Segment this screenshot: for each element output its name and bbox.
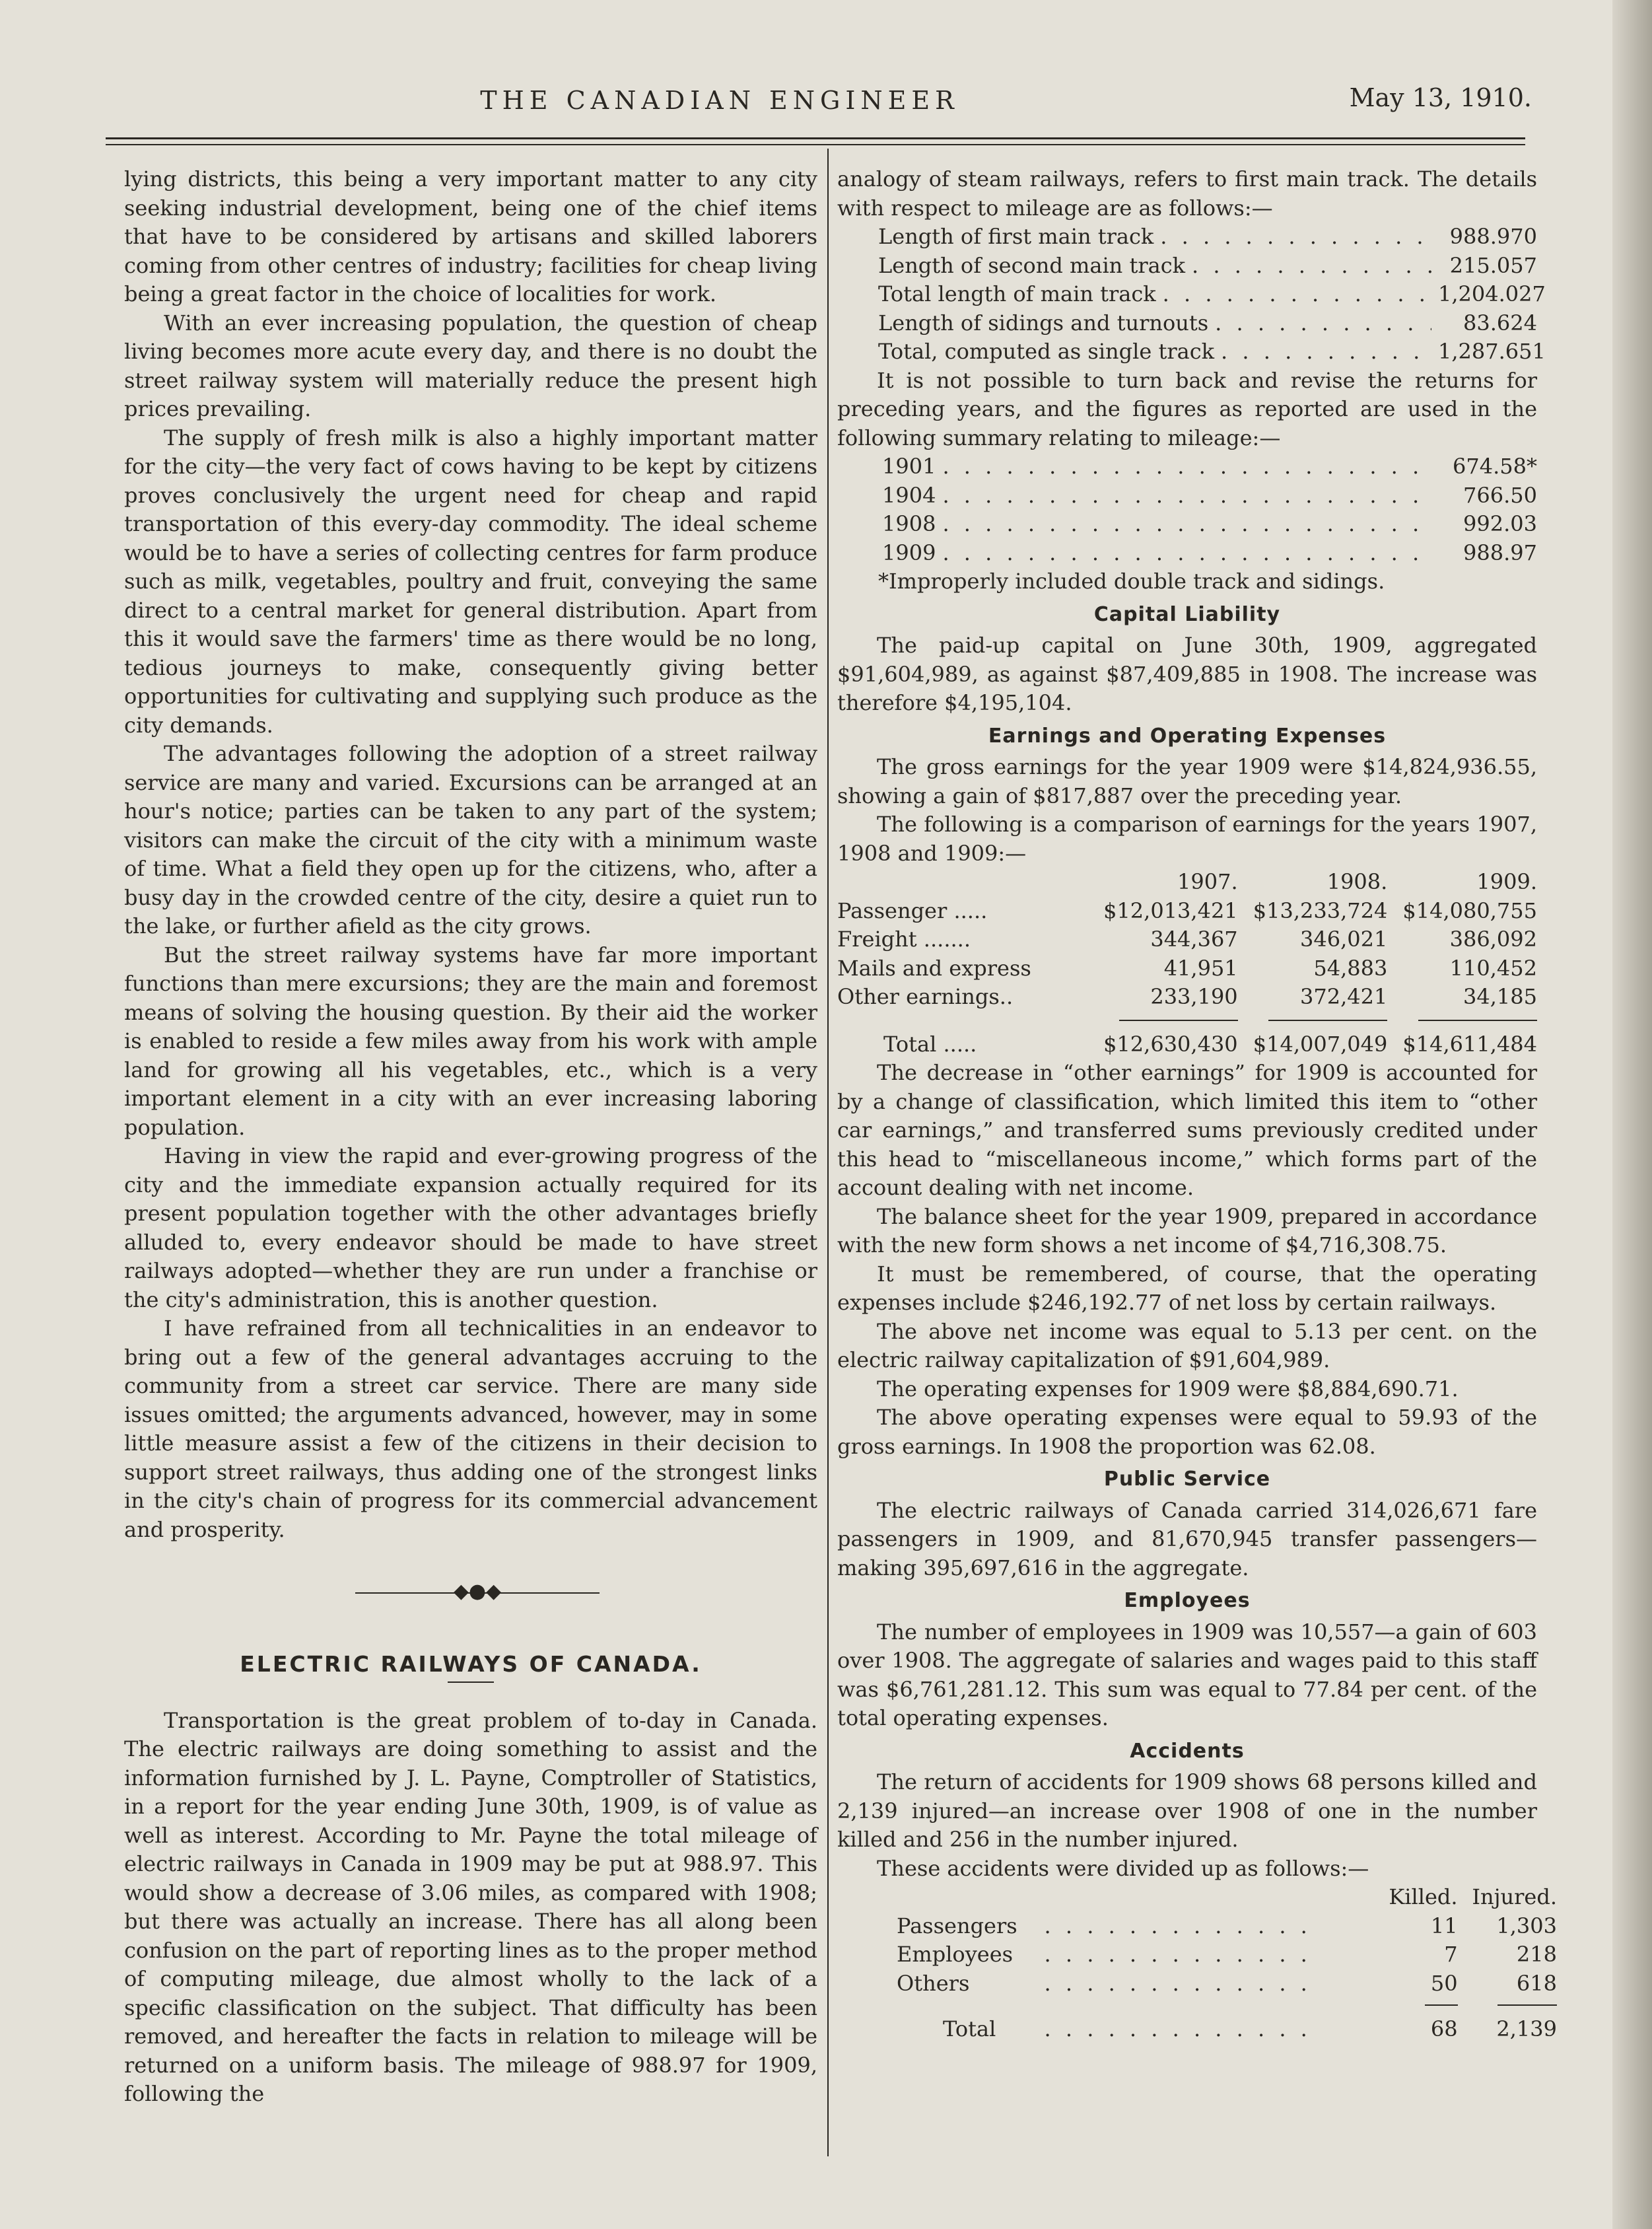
table-row: Passengers . . . 11 1,303 [897,1912,1557,1941]
year-row: 1909 . . . 988.97 [882,539,1537,568]
section-heading-employees: Employees [1124,1589,1251,1612]
mileage-by-year-list [837,452,1537,567]
page-edge-shadow [1612,0,1652,2229]
paragraph: The above operating expenses were equal to 59.93 of the gross earnings. In 1908 the proportion was 62.08. [837,1405,1537,1459]
table-row: Employees . . . 7 218 [897,1940,1557,1969]
ornament-glyph: ◆●◆ [453,1580,502,1603]
earnings-table [837,868,1537,1059]
column-header: Killed. [1389,1884,1458,1909]
year-row: 1901 . . . 674.58* [882,452,1537,481]
table-header-row [897,1883,1557,1912]
paragraph: But the street railway systems have far more important functions than mere excursions; they are the main and foremost means of solving the housing question. By their aid the worker is enabled to reside a few miles away from his work with ample land for growing all his vegetables, etc., which is a very important element in a city with an ever increasing laboring population. [124,942,817,1140]
paragraph: It must be remembered, of course, that the operating expenses include $246,192.77 of net loss by certain railways. [837,1261,1537,1315]
section-heading-accidents: Accidents [1130,1739,1245,1763]
table-total-row: Total ..... $12,630,430 $14,007,049 $14,611,484 [883,1031,1537,1057]
paragraph: The following is a comparison of earnings for the years 1907, 1908 and 1909:— [837,812,1537,866]
paragraph: The decrease in “other earnings” for 1909 is accounted for by a change of classification, which limited this item to “other car earnings,” and transferred sums previously credited under this head to “miscellaneous income,” which forms part of the account dealing with net income. [837,1060,1537,1200]
header-rule-top [106,137,1525,139]
column-divider [827,149,829,2156]
page-header [106,79,1532,132]
table-rule-row [837,1012,1537,1030]
header-rule-bottom [106,144,1525,145]
section-heading-earnings: Earnings and Operating Expenses [988,724,1387,748]
footnote: *Improperly included double track and sidings. [878,569,1385,594]
table-row: Freight ....... 344,367 346,021 386,092 [837,927,1537,952]
paragraph: The supply of fresh milk is also a highly important matter for the city—the very fact of cows having to be kept by citizens proves conclusively the urgent need for cheap and rapid transportation of this every-day commodity. The ideal scheme would be to have a series of collecting centres for farm produce such as milk, vegetables, poultry and fruit, conveying the same direct to a central market for general distribution. Apart from this it would save the farmers' time as there would be no long, tedious journeys to make, consequently giving better opportunities for cultivating and supplying such produce as the city demands. [124,425,817,738]
paragraph: The electric railways of Canada carried 314,026,671 fare passengers in 1909, and 81,670,945 transfer passengers—making 395,697,616 in the aggregate. [837,1497,1537,1580]
paragraph: lying districts, this being a very important matter to any city seeking industrial development, being one of the chief items that have to be considered by artisans and skilled laborers coming from other centres of industry; facilities for cheap living being a great factor in the choice of localities for work. [124,166,817,306]
paragraph: Having in view the rapid and ever-growing progress of the city and the immediate expansion actually required for its present population together with the other advantages briefly alluded to, every endeavor should be made to have street railways adopted—whether they are run under a franchise or the city's administration, this is another question. [124,1143,817,1312]
paragraph: With an ever increasing population, the question of cheap living becomes more acute every day, and there is no doubt the street railway system will materially reduce the present high prices prevailing. [124,310,817,421]
paragraph: The paid-up capital on June 30th, 1909, aggregated $91,604,989, as against $87,409,885 in 1908. The increase was therefore $4,195,104. [837,633,1537,715]
mileage-row: Length of sidings and turnouts . . . 83.624 [878,309,1537,338]
mileage-row: Total length of main track . . . 1,204.027 [878,280,1537,309]
accidents-table [897,1883,1557,2044]
table-row: Passenger ..... $12,013,421 $13,233,724 $14,080,755 [837,898,1537,923]
column-header: Injured. [1472,1884,1557,1909]
table-row: Other earnings.. 233,190 372,421 34,185 [837,984,1537,1009]
paragraph: These accidents were divided up as follows:— [877,1855,1369,1881]
issue-date: May 13, 1910. [1349,83,1532,112]
paragraph: Transportation is the great problem of to-day in Canada. The electric railways are doing something to assist and the information furnished by J. L. Payne, Comptroller of Statistics, in a report for the year ending June 30th, 1909, is of value as well as interest. According to Mr. Payne the total mileage of electric railways in Canada in 1909 may be put at 988.97. This would show a decrease of 3.06 miles, as compared with 1908; but there was actually an increase. There has all along been confusion on the part of reporting lines as to the proper method of computing mileage, due almost wholly to the lack of a specific classification on the subject. That difficulty has been removed, and hereafter the facts in relation to mileage will be returned on a uniform basis. The mileage of 988.97 for 1909, following the [124,1707,817,2106]
section-heading-capital: Capital Liability [1093,602,1281,626]
column-header: 1909. [1476,869,1537,894]
column-header: 1908. [1326,869,1388,894]
mileage-row: Length of second main track . . . 215.057 [878,252,1537,281]
section-ornament [124,1571,817,1617]
year-row: 1904 . . . 766.50 [882,481,1537,511]
mileage-list [837,223,1546,367]
paragraph: I have refrained from all technicalities in an endeavor to bring out a few of the general advantages accruing to the community from a street car service. There are many side issues omitted; the arguments advanced, however, may in some little measure assist a few of the citizens in their decision to support street railways, thus adding one of the strongest links in the city's chain of progress for its commercial advancement and prosperity. [124,1316,817,1542]
mileage-row: Length of first main track . . . 988.970 [878,223,1537,252]
paragraph: The above net income was equal to 5.13 per cent. on the electric railway capitalization of $91,604,989. [837,1318,1537,1372]
right-column [837,165,1557,2044]
paragraph: The balance sheet for the year 1909, prepared in accordance with the new form shows a net income of $4,716,308.75. [837,1203,1537,1257]
table-row: Mails and express 41,951 54,883 110,452 [837,955,1537,981]
table-header-row [837,868,1537,897]
table-row: Others . . . 50 618 [897,1969,1557,1999]
table-total-row: Total . . . 68 2,139 [897,2015,1557,2044]
year-row: 1908 . . . 992.03 [882,510,1537,539]
article-title: ELECTRIC RAILWAYS OF CANADA. [240,1651,702,1677]
table-rule-row [897,1998,1557,2015]
magazine-title: THE CANADIAN ENGINEER [480,86,959,115]
paragraph: The number of employees in 1909 was 10,557—a gain of 603 over 1908. The aggregate of salaries and wages paid to this staff was $6,761,281.12. This sum was equal to 77.84 per cent. of the total operating expenses. [837,1619,1537,1730]
title-dash [448,1681,494,1683]
paragraph: The return of accidents for 1909 shows 68 persons killed and 2,139 injured—an increase over 1908 of one in the number killed and 256 in the number injured. [837,1769,1537,1852]
section-heading-public-service: Public Service [1103,1468,1271,1491]
paragraph: The advantages following the adoption of a street railway service are many and varied. Excursions can be arranged at an hour's notice; parties can be taken to any part of the system; visitors can make the circuit of the city with a minimum waste of time. What a field they open up for the citizens, who, after a busy day in the crowded centre of the city, desire a quiet run to the lake, or further afield as the city grows. [124,741,817,938]
paragraph: The gross earnings for the year 1909 were $14,824,936.55, showing a gain of $817,887 over the preceding year. [837,754,1537,808]
paragraph: It is not possible to turn back and revise the returns for preceding years, and the figures as reported are used in the following summary relating to mileage:— [837,367,1537,450]
paragraph: The operating expenses for 1909 were $8,884,690.71. [877,1376,1459,1401]
mileage-row: Total, computed as single track . . . 1,287.651 [878,337,1537,367]
paragraph: analogy of steam railways, refers to first main track. The details with respect to mileage are as follows:— [837,166,1537,221]
left-column [124,165,817,2109]
column-header: 1907. [1177,869,1238,894]
